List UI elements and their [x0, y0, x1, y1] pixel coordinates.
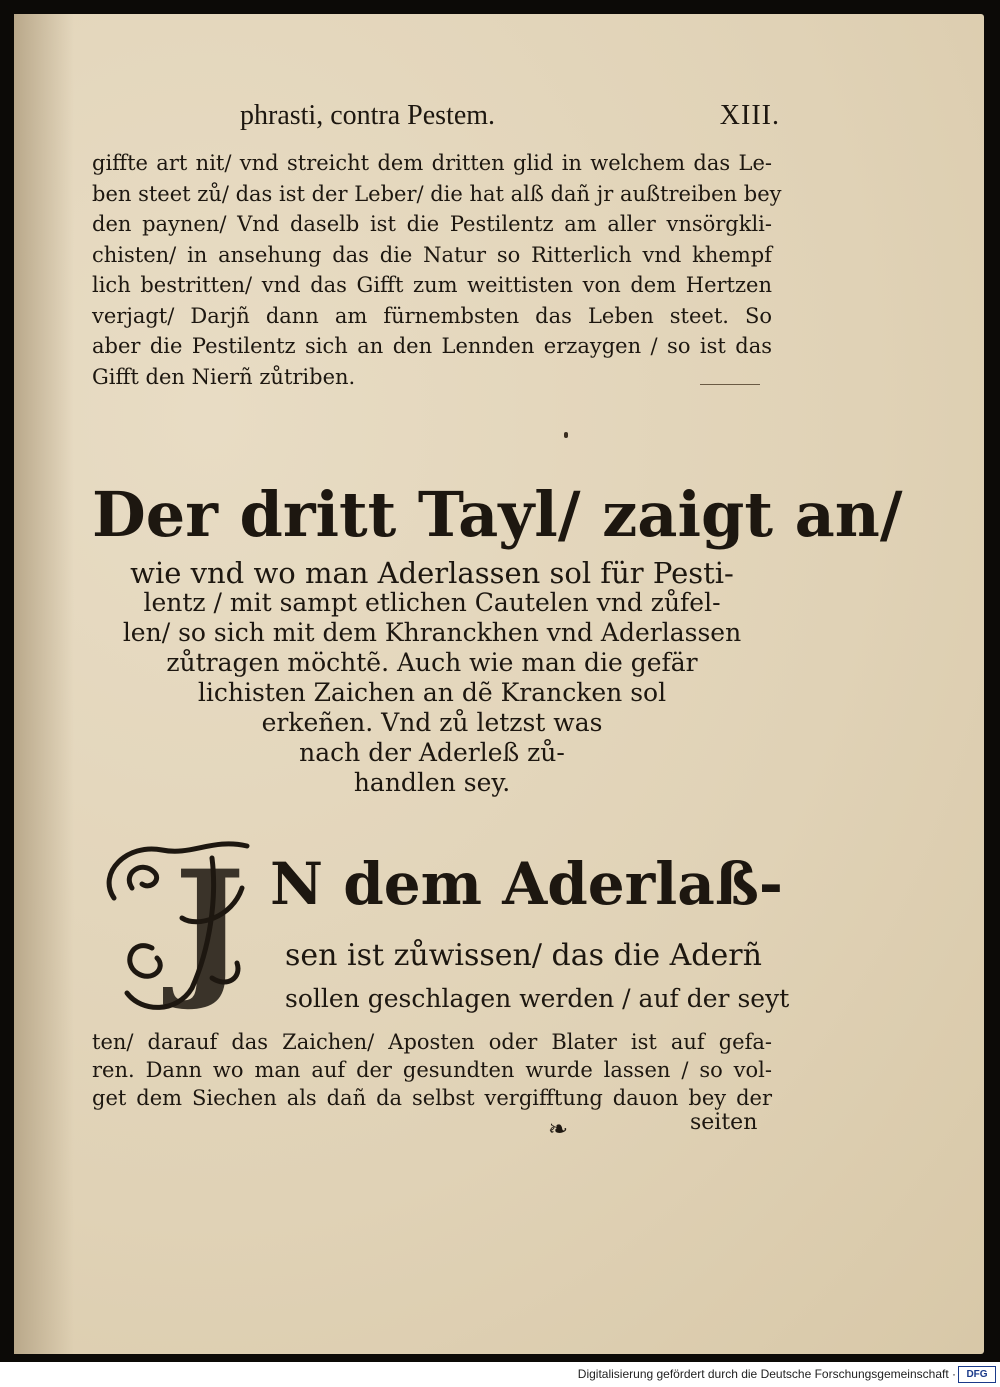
- end-rule: [700, 384, 760, 385]
- initial-line-1: N dem Aderlaß-: [270, 850, 783, 918]
- section-title-line: erkeñen. Vnd zů letzst was: [261, 708, 603, 737]
- text-line: chisten/ in ansehung das die Natur so Ritterlich vnd khempf: [92, 242, 772, 267]
- body-line: ten/ darauf das Zaichen/ Aposten oder Blater ist auf gefa-: [92, 1030, 772, 1054]
- ink-speck: [564, 432, 568, 438]
- text-line: aber die Pestilentz sich an den Lennden erzaygen / so ist das: [92, 334, 772, 358]
- section-title-line: wie vnd wo man Aderlassen sol für Pesti-: [130, 556, 734, 590]
- flourish-stroke: [129, 867, 156, 888]
- text-line: ben steet zů/ das ist der Leber/ die hat alß dañ jr außtreiben bey: [92, 181, 782, 206]
- text-line: den paynen/ Vnd daselb ist die Pestilentz am aller vnsörgkli-: [92, 212, 772, 236]
- dfg-logo-icon: DFG: [958, 1366, 996, 1383]
- page-gutter-shadow: [14, 14, 74, 1354]
- text-line: giffte art nit/ vnd streicht dem dritten glid in welchem das Le-: [92, 151, 772, 175]
- ornament-icon: ❧: [548, 1115, 569, 1143]
- text-line: verjagt/ Darjñ dann am fürnembsten das Leben steet. So: [92, 303, 772, 328]
- paragraph-1: [92, 148, 782, 392]
- decorated-initial-j: [92, 828, 272, 1018]
- flourish-stroke: [130, 946, 160, 977]
- body-line: sen ist zůwissen/ das die Aderñ: [285, 938, 762, 973]
- folio-number: XIII.: [719, 100, 780, 131]
- section-title-line: zůtragen möchtẽ. Auch wie man die gefär: [166, 648, 698, 677]
- body-line: ren. Dann wo man auf der gesundten wurde lassen / so vol-: [92, 1058, 772, 1082]
- text-line: Gifft den Nierñ zůtriben.: [92, 364, 356, 389]
- running-head: phrasti, contra Pestem.: [240, 100, 496, 131]
- body-line: get dem Siechen als dañ da selbst vergifftung dauon bey der: [92, 1086, 772, 1110]
- text-line: lich bestritten/ vnd das Gifft zum weittisten von dem Hertzen: [92, 273, 772, 297]
- section-title-line: lentz / mit sampt etlichen Cautelen vnd zůfel-: [143, 588, 721, 617]
- page-header: [240, 100, 780, 140]
- body-line: sollen geschlagen werden / auf der seyt: [285, 984, 790, 1013]
- section-title-line: nach der Aderleß zů-: [299, 738, 565, 767]
- section-title-line-1: Der dritt Tayl/ zaigt an/: [92, 478, 903, 551]
- section-title-line: lichisten Zaichen an dẽ Krancken sol: [197, 678, 667, 707]
- footer-credit: Digitalisierung gefördert durch die Deutsche Forschungsgemeinschaft ·: [577, 1367, 956, 1381]
- catchword: seiten: [690, 1110, 758, 1135]
- section-title: [92, 472, 903, 798]
- footer-bar: [0, 1362, 1000, 1387]
- section-title-line: handlen sey.: [353, 768, 511, 797]
- initial-letter: J: [174, 838, 245, 1014]
- section-title-line: len/ so sich mit dem Khranckhen vnd Aderlassen: [122, 618, 742, 647]
